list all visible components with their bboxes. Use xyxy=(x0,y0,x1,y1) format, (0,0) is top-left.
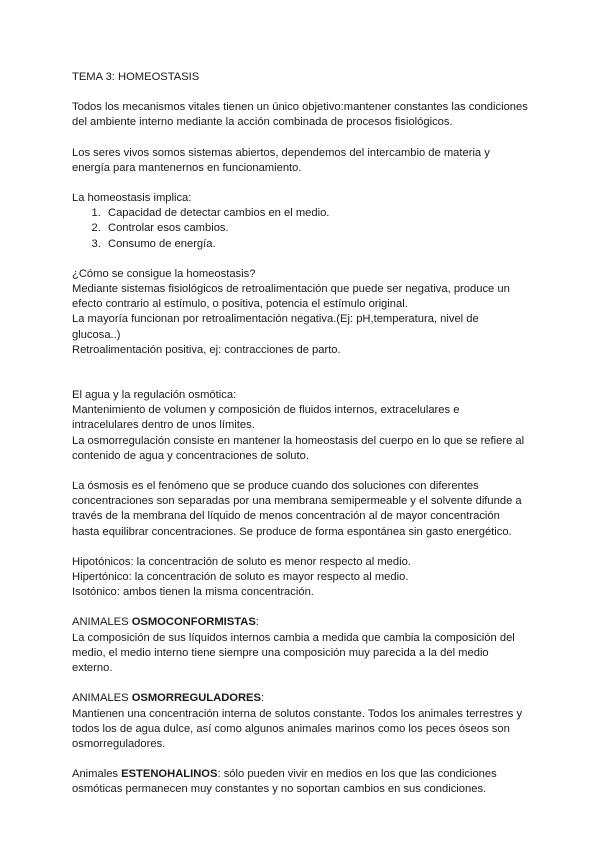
intro-paragraph: Todos los mecanismos vitales tienen un único objetivo:mantener constantes las condiciones del ambiente interno mediante la acción combinada de procesos fisiológicos. xyxy=(72,101,528,129)
positive-feedback-line: Retroalimentación positiva, ej: contracciones de parto. xyxy=(72,343,341,356)
estenohalinos-term: ESTENOHALINOS xyxy=(121,768,218,781)
feedback-paragraph: Mediante sistemas fisiológicos de retroalimentación que puede ser negativa, produce un efecto contrario al estímulo, o positiva, potencia el estímulo original. xyxy=(72,283,510,311)
osmorreguladores-paragraph: Mantienen una concentración interna de solutos constante. Todos los animales terrestres y todos los de agua dulce, así como algunos animales marinos como los peces óseos son osmorreguladores. xyxy=(72,707,523,750)
document-title: TEMA 3: HOMEOSTASIS xyxy=(72,71,200,83)
negative-feedback-line: La mayoría funcionan por retroalimentación negativa.(Ej: pH,temperatura, nivel de glucosa..) xyxy=(72,313,479,341)
water-paragraph: Mantenimiento de volumen y composición de fluidos internos, extracelulares e intracelulares dentro de unos límites. xyxy=(72,404,460,432)
list-item: 2. Controlar esos cambios. xyxy=(104,221,528,236)
osmoregulation-paragraph: La osmorregulación consiste en mantener la homeostasis del cuerpo en lo que se refiere al contenido de agua y concentraciones de soluto. xyxy=(72,434,525,462)
list-item: 1. Capacidad de detectar cambios en el medio. xyxy=(104,206,528,221)
list-item: 3. Consumo de energía. xyxy=(104,237,528,252)
open-systems-paragraph: Los seres vivos somos sistemas abiertos, dependemos del intercambio de materia y energía para mantenernos en funcionamiento. xyxy=(72,146,490,174)
isotonic-line: Isotónico: ambos tienen la misma concentración. xyxy=(72,586,314,599)
implies-heading: La homeostasis implica: xyxy=(72,192,192,205)
osmorreguladores-term: OSMORREGULADORES xyxy=(131,692,261,705)
how-question: ¿Cómo se consigue la homeostasis? xyxy=(72,267,256,280)
hipertonic-line: Hipertónico: la concentración de soluto es mayor respecto al medio. xyxy=(72,571,409,584)
osmoconformistas-term: OSMOCONFORMISTAS xyxy=(131,616,256,629)
osmorreguladores-heading: ANIMALES OSMORREGULADORES: xyxy=(72,692,265,705)
osmosis-paragraph: La ósmosis es el fenómeno que se produce cuando dos soluciones con diferentes concentraciones son separadas por una membrana semipermeable y el solvente difunde a través de la membrana del líquido de menos concentración al de mayor concentración hasta equilibrar concentraciones. Se produce de forma espontánea sin gasto energético. xyxy=(72,480,522,538)
estenohalinos-paragraph: Animales ESTENOHALINOS: sólo pueden vivir en medios en los que las condiciones osmóticas permanecen muy constantes y no soportan cambios en sus condiciones. xyxy=(72,768,497,796)
osmoconformistas-heading: ANIMALES OSMOCONFORMISTAS: xyxy=(72,616,259,629)
water-heading: El agua y la regulación osmótica: xyxy=(72,389,237,402)
osmoconformistas-paragraph: La composición de sus líquidos internos cambia a medida que cambia la composición del medio, el medio interno tiene siempre una composición muy parecida a la del medio externo. xyxy=(72,631,515,675)
hipotonic-line: Hipotónicos: la concentración de soluto es menor respecto al medio. xyxy=(72,555,411,568)
implies-list xyxy=(72,206,528,252)
